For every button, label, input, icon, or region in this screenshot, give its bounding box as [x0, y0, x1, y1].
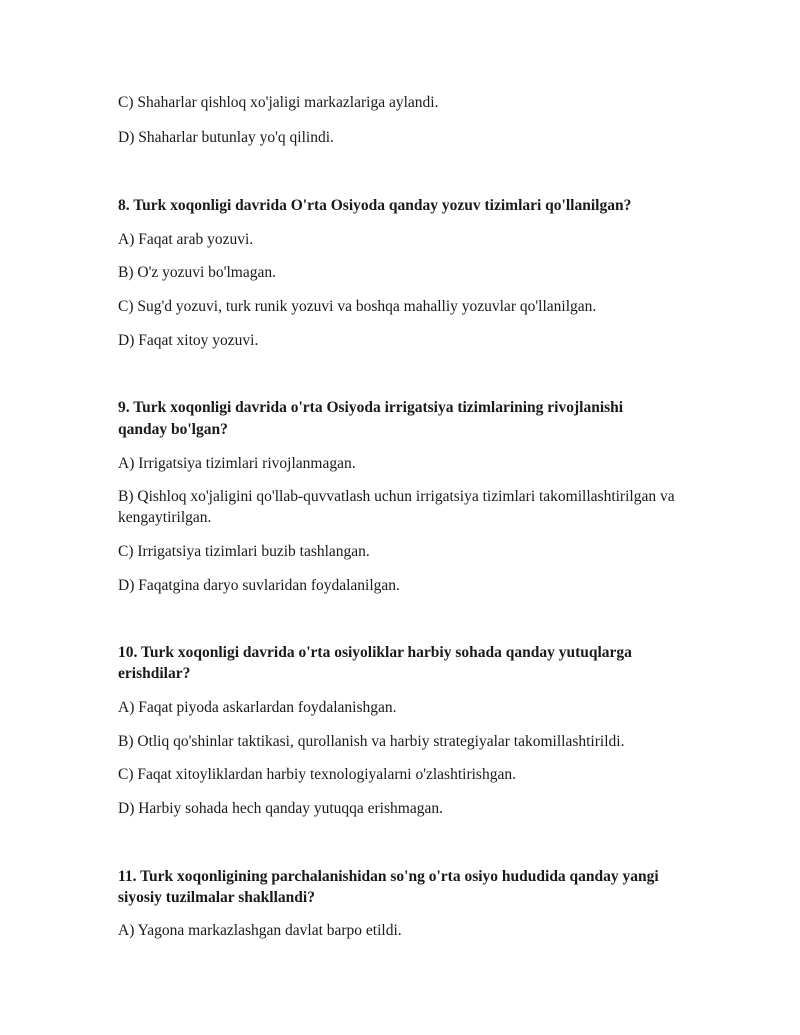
answer-option: C) Irrigatsiya tizimlari buzib tashlangan. — [118, 543, 370, 560]
question-heading-continued: siyosiy tuzilmalar shakllandi? — [118, 889, 315, 906]
question-heading-continued: erishdilar? — [118, 665, 191, 682]
answer-option: A) Irrigatsiya tizimlari rivojlanmagan. — [118, 455, 356, 472]
answer-option: C) Sug'd yozuvi, turk runik yozuvi va boshqa mahalliy yozuvlar qo'llanilgan. — [118, 298, 597, 315]
answer-option: D) Faqatgina daryo suvlaridan foydalanilgan. — [118, 577, 400, 594]
answer-option: B) O'z yozuvi bo'lmagan. — [118, 264, 276, 281]
answer-option: C) Faqat xitoyliklardan harbiy texnologiyalarni o'zlashtirishgan. — [118, 766, 516, 783]
answer-option: D) Shaharlar butunlay yo'q qilindi. — [118, 129, 334, 146]
answer-option: A) Yagona markazlashgan davlat barpo etildi. — [118, 922, 402, 939]
question-heading: 8. Turk xoqonligi davrida O'rta Osiyoda qanday yozuv tizimlari qo'llanilgan? — [118, 197, 632, 214]
answer-option: C) Shaharlar qishloq xo'jaligi markazlariga aylandi. — [118, 94, 439, 111]
answer-option: A) Faqat piyoda askarlardan foydalanishgan. — [118, 699, 397, 716]
answer-option: D) Harbiy sohada hech qanday yutuqqa erishmagan. — [118, 800, 443, 817]
answer-option: B) Qishloq xo'jaligini qo'llab-quvvatlash uchun irrigatsiya tizimlari takomillashtirilgan va — [118, 488, 675, 505]
question-heading: 9. Turk xoqonligi davrida o'rta Osiyoda irrigatsiya tizimlarining rivojlanishi — [118, 399, 624, 416]
question-heading-continued: qanday bo'lgan? — [118, 421, 228, 438]
question-heading: 10. Turk xoqonligi davrida o'rta osiyoliklar harbiy sohada qanday yutuqlarga — [118, 644, 632, 661]
answer-option: A) Faqat arab yozuvi. — [118, 231, 254, 248]
question-heading: 11. Turk xoqonligining parchalanishidan so'ng o'rta osiyo hududida qanday yangi — [118, 868, 659, 885]
answer-option: D) Faqat xitoy yozuvi. — [118, 332, 259, 349]
answer-option-continued: kengaytirilgan. — [118, 509, 212, 526]
answer-option: B) Otliq qo'shinlar taktikasi, qurollanish va harbiy strategiyalar takomillashtirildi. — [118, 733, 625, 750]
